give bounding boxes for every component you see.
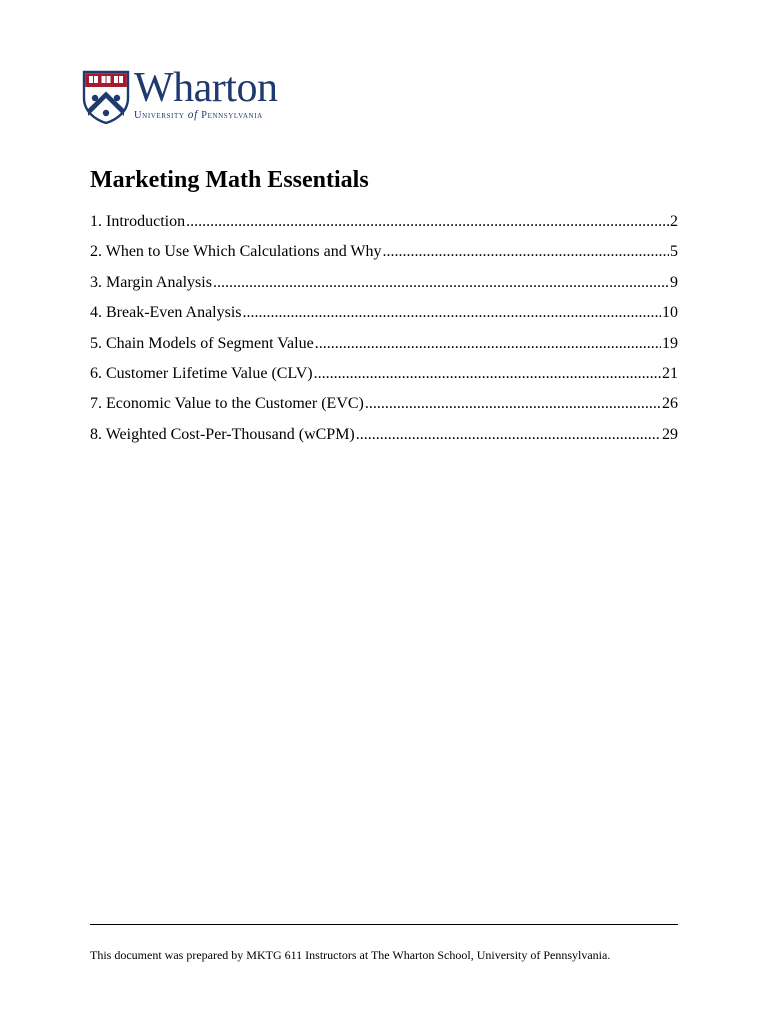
toc-entry-page: 29 <box>662 425 678 443</box>
toc-entry[interactable] <box>90 332 678 362</box>
toc-entry-label: 1. Introduction <box>90 213 186 230</box>
document-title: Marketing Math Essentials <box>90 167 369 193</box>
toc-entry-label: 8. Weighted Cost-Per-Thousand (wCPM) <box>90 425 355 443</box>
subline-university: University <box>134 110 188 121</box>
logo-subline <box>134 109 263 121</box>
toc-dot-leader <box>365 392 661 416</box>
subline-of: of <box>187 109 198 121</box>
toc-dot-leader <box>356 423 661 447</box>
toc-entry[interactable] <box>90 423 678 453</box>
toc-entry-page: 26 <box>662 395 678 413</box>
toc-entry[interactable] <box>90 301 678 331</box>
penn-shield-icon <box>82 70 130 124</box>
toc-entry-label: 6. Customer Lifetime Value (CLV) <box>90 364 313 382</box>
toc-entry[interactable] <box>90 240 678 270</box>
toc-entry[interactable] <box>90 392 678 422</box>
toc-entry-label: 4. Break-Even Analysis <box>90 304 242 322</box>
toc-entry-page: 2 <box>670 213 678 230</box>
wordmark: Wharton <box>134 65 278 111</box>
toc-entry[interactable] <box>90 271 678 301</box>
toc-entry[interactable] <box>90 362 678 392</box>
toc-entry-label: 2. When to Use Which Calculations and Why <box>90 243 382 261</box>
footer-note: This document was prepared by MKTG 611 Instructors at The Wharton School, University of Pennsylvania. <box>90 948 611 962</box>
toc-dot-leader <box>383 240 670 264</box>
toc-dot-leader <box>186 210 669 234</box>
toc-entry-page: 5 <box>670 243 678 261</box>
toc-dot-leader <box>243 301 661 325</box>
subline-pennsylvania: Pennsylvania <box>197 110 263 121</box>
footer-rule <box>90 924 678 925</box>
toc-entry-page: 19 <box>662 334 678 352</box>
toc-entry-page: 9 <box>670 273 678 291</box>
toc-dot-leader <box>314 362 661 386</box>
wharton-logo <box>82 65 312 124</box>
table-of-contents <box>90 210 678 453</box>
toc-dot-leader <box>315 332 661 356</box>
toc-dot-leader <box>213 271 669 295</box>
toc-entry-label: 7. Economic Value to the Customer (EVC) <box>90 395 364 413</box>
toc-entry-page: 10 <box>662 304 678 322</box>
toc-entry-page: 21 <box>662 364 678 382</box>
toc-entry-label: 3. Margin Analysis <box>90 273 212 291</box>
toc-entry-label: 5. Chain Models of Segment Value <box>90 334 314 352</box>
toc-entry[interactable] <box>90 210 678 240</box>
